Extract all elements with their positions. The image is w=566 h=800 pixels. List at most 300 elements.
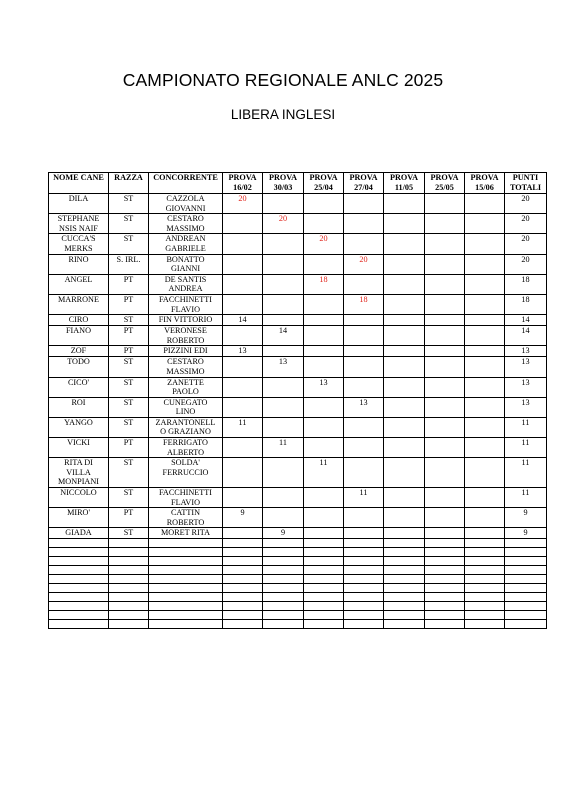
empty-cell [384,557,425,566]
score-cell [223,488,263,508]
score-cell: 14 [263,326,304,346]
empty-row [49,575,547,584]
empty-cell [465,566,505,575]
total-cell: 14 [505,326,547,346]
score-cell [425,417,465,437]
table-row [49,234,547,254]
empty-cell [109,539,149,548]
empty-cell [384,548,425,557]
table-row [49,488,547,508]
empty-cell [223,611,263,620]
score-cell: 11 [223,417,263,437]
table-row [49,397,547,417]
cell-text: CICO' [67,377,90,387]
cell-text: ANDREAN [165,234,206,244]
empty-cell [263,593,304,602]
cell-text: ALBERTO [166,447,205,457]
handler-cell [149,377,223,397]
handler-cell [149,488,223,508]
column-header [384,173,425,194]
empty-cell [505,548,547,557]
total-cell: 9 [505,528,547,539]
breed-cell: ST [109,528,149,539]
column-header [49,173,109,194]
breed-cell: ST [109,214,149,234]
score-cell: 13 [263,357,304,377]
handler-cell [149,254,223,274]
cell-text: GIANNI [170,264,201,274]
score-cell [384,234,425,254]
empty-cell [109,611,149,620]
empty-cell [223,620,263,629]
dog-name-cell [49,294,109,314]
score-cell [223,438,263,458]
total-cell: 9 [505,508,547,528]
breed-cell: PT [109,326,149,346]
empty-cell [344,602,384,611]
score-cell [465,397,505,417]
empty-cell [384,584,425,593]
empty-cell [304,575,344,584]
score-cell [425,214,465,234]
cell-text: 15/06 [475,182,494,192]
cell-text: ANGEL [64,274,93,284]
score-cell [465,357,505,377]
score-cell [263,274,304,294]
score-cell [384,346,425,357]
score-cell [344,326,384,346]
score-cell [344,357,384,377]
cell-text: PIZZINI EDI [163,346,208,356]
table-row [49,214,547,234]
cell-text: FIN VITTORIO [158,315,213,325]
total-cell: 13 [505,346,547,357]
score-cell [465,488,505,508]
handler-cell [149,346,223,357]
empty-cell [344,557,384,566]
breed-cell: ST [109,234,149,254]
empty-cell [505,584,547,593]
score-cell [384,528,425,539]
score-cell [223,294,263,314]
handler-cell [149,274,223,294]
score-cell [425,397,465,417]
cell-text: O GRAZIANO [160,427,211,437]
breed-cell: ST [109,397,149,417]
cell-text: RAZZA [114,173,143,182]
score-cell [465,294,505,314]
empty-cell [49,557,109,566]
cell-text: MERKS [64,243,93,253]
handler-cell [149,397,223,417]
empty-cell [384,593,425,602]
score-cell [384,508,425,528]
cell-text: CAZZOLA [166,194,205,203]
empty-cell [465,539,505,548]
score-cell [384,254,425,274]
empty-cell [465,584,505,593]
empty-cell [223,539,263,548]
column-header [505,173,547,194]
dog-name-cell [49,417,109,437]
cell-text: BONATTO [166,254,205,264]
empty-cell [384,566,425,575]
score-cell [465,528,505,539]
empty-row [49,539,547,548]
empty-cell [465,575,505,584]
score-cell [304,488,344,508]
cell-text: PROVA [430,173,459,182]
score-cell: 11 [304,458,344,488]
cell-text: RINO [68,254,89,264]
cell-text: MIRO' [67,508,90,518]
table-row [49,438,547,458]
cell-text: MASSIMO [166,223,205,233]
empty-cell [149,611,223,620]
handler-cell [149,357,223,377]
cell-text: ANDREA [168,284,203,294]
score-cell [465,326,505,346]
handler-cell [149,326,223,346]
score-cell: 13 [223,346,263,357]
score-cell [465,315,505,326]
score-cell [465,254,505,274]
empty-cell [425,593,465,602]
cell-text: GABRIELE [165,243,206,253]
score-cell [384,294,425,314]
score-cell [425,458,465,488]
score-cell [465,417,505,437]
empty-cell [109,557,149,566]
score-cell: 20 [344,254,384,274]
empty-cell [49,548,109,557]
empty-cell [425,548,465,557]
cell-text: PROVA [470,173,499,182]
empty-cell [344,584,384,593]
empty-cell [223,557,263,566]
empty-cell [109,575,149,584]
empty-cell [49,611,109,620]
column-header [263,173,304,194]
cell-text: 25/05 [435,182,454,192]
total-cell: 18 [505,294,547,314]
score-cell [384,357,425,377]
score-cell [425,254,465,274]
empty-row [49,593,547,602]
score-cell: 18 [344,294,384,314]
cell-text: ROBERTO [166,335,205,345]
score-cell [384,397,425,417]
total-cell: 13 [505,377,547,397]
cell-text: 27/04 [354,182,373,192]
empty-row [49,566,547,575]
score-cell: 13 [344,397,384,417]
handler-cell [149,294,223,314]
column-header [425,173,465,194]
handler-cell [149,528,223,539]
cell-text: PROVA [389,173,419,182]
handler-cell [149,417,223,437]
score-cell [263,346,304,357]
score-cell [223,254,263,274]
score-cell: 11 [344,488,384,508]
empty-cell [505,575,547,584]
table-header-row [49,173,547,194]
score-cell [425,357,465,377]
empty-cell [505,557,547,566]
cell-text: DE SANTIS [164,274,207,284]
cell-text: CUNEGATO [163,397,208,407]
dog-name-cell [49,326,109,346]
score-cell [465,346,505,357]
empty-row [49,602,547,611]
score-cell [263,488,304,508]
cell-text: NICCOLO [60,488,97,498]
empty-cell [149,593,223,602]
dog-name-cell [49,346,109,357]
empty-cell [263,566,304,575]
breed-cell: PT [109,438,149,458]
cell-text: GIADA [65,528,92,538]
total-cell: 20 [505,254,547,274]
score-cell [425,346,465,357]
dog-name-cell [49,194,109,214]
cell-text: CESTARO [167,214,204,224]
cell-text: PROVA [349,173,378,182]
dog-name-cell [49,357,109,377]
breed-cell: ST [109,377,149,397]
cell-text: CONCORRENTE [153,173,218,182]
score-cell [223,234,263,254]
empty-cell [223,593,263,602]
empty-cell [223,584,263,593]
score-cell [304,294,344,314]
score-cell [465,234,505,254]
score-cell [223,357,263,377]
table-body [49,194,547,629]
empty-cell [49,566,109,575]
cell-text: FACCHINETTI [158,294,213,304]
cell-text: PROVA [309,173,338,182]
cell-text: DILA [68,194,89,203]
empty-cell [149,539,223,548]
score-cell [263,458,304,488]
empty-cell [425,539,465,548]
score-cell [263,397,304,417]
column-header [109,173,149,194]
cell-text: VICKI [67,438,90,448]
dog-name-cell [49,254,109,274]
dog-name-cell [49,214,109,234]
table-row [49,508,547,528]
score-cell [465,508,505,528]
score-cell [425,438,465,458]
breed-cell: S. IRL. [109,254,149,274]
empty-cell [223,566,263,575]
table-row [49,254,547,274]
score-cell [344,346,384,357]
empty-cell [344,566,384,575]
cell-text: VERONESE [164,326,207,336]
empty-cell [109,593,149,602]
score-cell [304,326,344,346]
score-cell [465,214,505,234]
score-cell [223,274,263,294]
score-cell [223,377,263,397]
score-cell [263,508,304,528]
score-cell: 13 [304,377,344,397]
score-cell: 20 [304,234,344,254]
empty-cell [465,620,505,629]
empty-cell [465,557,505,566]
cell-text: CATTIN [170,508,201,518]
empty-cell [344,548,384,557]
empty-cell [149,566,223,575]
score-cell: 14 [223,315,263,326]
score-cell [304,254,344,274]
score-cell [344,417,384,437]
total-cell: 13 [505,357,547,377]
cell-text: FACCHINETTI [158,488,213,498]
empty-cell [465,611,505,620]
empty-cell [505,602,547,611]
cell-text: CIRO [68,315,89,325]
cell-text: LINO [175,407,196,417]
empty-cell [149,584,223,593]
cell-text: CUCCA'S [61,234,96,244]
empty-cell [344,539,384,548]
empty-cell [263,548,304,557]
cell-text: ROBERTO [166,517,205,527]
dog-name-cell [49,438,109,458]
handler-cell [149,214,223,234]
breed-cell: ST [109,194,149,214]
score-cell [223,528,263,539]
breed-cell: ST [109,417,149,437]
empty-cell [505,620,547,629]
score-cell [223,326,263,346]
cell-text: MONPIANI [58,477,99,487]
cell-text: FERRIGATO [163,438,208,448]
empty-cell [384,602,425,611]
empty-row [49,584,547,593]
cell-text: 11/05 [394,182,414,192]
score-cell [304,315,344,326]
cell-text: STEPHANE [57,214,100,224]
score-cell [425,326,465,346]
cell-text: MORET RITA [161,528,210,538]
score-cell [263,194,304,214]
column-header [304,173,344,194]
score-cell [425,274,465,294]
empty-cell [263,557,304,566]
empty-cell [344,611,384,620]
empty-cell [384,611,425,620]
score-cell [304,214,344,234]
score-cell [223,397,263,417]
column-header [223,173,263,194]
table-row [49,274,547,294]
empty-cell [149,548,223,557]
empty-cell [304,548,344,557]
empty-cell [223,575,263,584]
cell-text: PUNTI [512,173,539,182]
empty-cell [425,611,465,620]
table-row [49,315,547,326]
empty-row [49,611,547,620]
empty-cell [425,557,465,566]
score-cell [384,458,425,488]
score-cell [344,458,384,488]
score-cell [344,508,384,528]
empty-row [49,620,547,629]
score-cell [304,417,344,437]
breed-cell: ST [109,458,149,488]
cell-text: PROVA [268,173,298,182]
empty-cell [344,620,384,629]
cell-text: TODO [67,357,90,367]
score-cell [425,377,465,397]
score-cell [344,438,384,458]
score-cell [263,315,304,326]
dog-name-cell [49,397,109,417]
score-cell [465,274,505,294]
dog-name-cell [49,458,109,488]
score-cell [384,274,425,294]
dog-name-cell [49,508,109,528]
empty-cell [304,593,344,602]
empty-cell [149,575,223,584]
total-cell: 11 [505,458,547,488]
cell-text: ROI [71,397,86,407]
score-cell [465,458,505,488]
empty-cell [505,566,547,575]
document-title: CAMPIONATO REGIONALE ANLC 2025 [122,70,444,90]
empty-cell [505,539,547,548]
total-cell: 18 [505,274,547,294]
score-cell [304,508,344,528]
empty-cell [109,548,149,557]
breed-cell: PT [109,294,149,314]
empty-cell [223,602,263,611]
empty-cell [304,602,344,611]
score-cell [344,528,384,539]
total-cell: 20 [505,214,547,234]
score-cell: 9 [223,508,263,528]
score-cell [304,397,344,417]
score-cell: 11 [263,438,304,458]
score-cell [425,508,465,528]
score-cell [384,488,425,508]
empty-cell [49,602,109,611]
empty-cell [223,548,263,557]
score-cell [263,254,304,274]
score-cell [384,377,425,397]
dog-name-cell [49,528,109,539]
total-cell: 11 [505,488,547,508]
total-cell: 11 [505,417,547,437]
empty-cell [49,539,109,548]
score-cell [384,417,425,437]
dog-name-cell [49,377,109,397]
dog-name-cell [49,234,109,254]
breed-cell: ST [109,357,149,377]
empty-cell [304,539,344,548]
empty-cell [263,584,304,593]
table-row [49,326,547,346]
table-row [49,458,547,488]
empty-cell [465,602,505,611]
